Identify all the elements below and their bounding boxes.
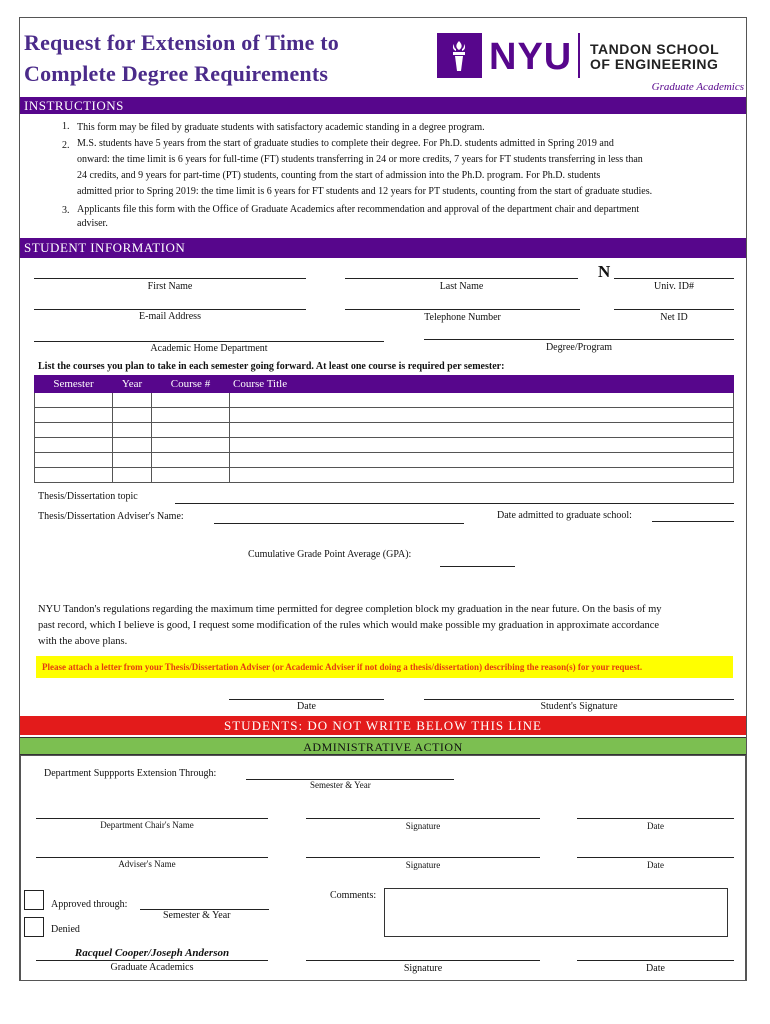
id-prefix-n: N	[598, 262, 611, 281]
table-row	[35, 423, 734, 438]
official-name: Racquel Cooper/Joseph Anderson	[74, 947, 230, 959]
student-signature-label: Student's Signature	[540, 701, 618, 712]
course-title-cell[interactable]	[230, 408, 734, 423]
torch-icon	[437, 33, 482, 78]
univ-id-label: Univ. ID#	[654, 281, 694, 292]
comments-field[interactable]	[384, 888, 728, 937]
table-row	[35, 393, 734, 408]
first-name-field[interactable]	[34, 278, 306, 279]
table-row	[35, 468, 734, 483]
administrative-action-heading: ADMINISTRATIVE ACTION	[20, 737, 746, 755]
final-date-field[interactable]	[577, 960, 734, 961]
course-number-cell[interactable]	[152, 408, 230, 423]
instruction-1-number: 1.	[62, 121, 70, 132]
denied-checkbox[interactable]	[24, 917, 44, 937]
form-title-line2: Complete Degree Requirements	[24, 61, 329, 86]
net-id-label: Net ID	[660, 312, 688, 323]
approved-through-label: Approved through:	[51, 899, 128, 910]
courses-table-header	[35, 376, 734, 393]
course-title-cell[interactable]	[230, 468, 734, 483]
degree-field[interactable]	[424, 339, 734, 340]
department-field[interactable]	[34, 341, 384, 342]
nyu-logo-text: NYU	[489, 36, 573, 78]
thesis-adviser-field[interactable]	[214, 523, 464, 524]
attach-letter-note: Please attach a letter from your Thesis/Dissertation Adviser (or Academic Adviser if not doing a thesis/dissertation) describing the reason(s) for your request.	[36, 656, 733, 678]
chair-date-label: Date	[647, 821, 664, 831]
univ-id-field[interactable]	[614, 278, 734, 279]
year-cell[interactable]	[113, 408, 152, 423]
thesis-topic-label: Thesis/Dissertation topic	[38, 491, 138, 502]
form-title-line1: Request for Extension of Time to	[24, 30, 340, 55]
instruction-2-line1: M.S. students have 5 years from the start of graduate studies to complete their degree. For Ph.D. students admitted in Spring 2019 and	[77, 138, 614, 149]
last-name-field[interactable]	[345, 278, 578, 279]
semester-cell[interactable]	[35, 468, 113, 483]
telephone-label: Telephone Number	[424, 312, 501, 323]
thesis-topic-field[interactable]	[175, 503, 734, 504]
course-number-cell[interactable]	[152, 393, 230, 408]
chair-signature-label: Signature	[405, 821, 441, 831]
last-name-label: Last Name	[439, 281, 484, 292]
course-title-cell[interactable]	[230, 423, 734, 438]
adviser-signature-label: Signature	[405, 860, 441, 870]
semester-cell[interactable]	[35, 453, 113, 468]
course-number-cell[interactable]	[152, 468, 230, 483]
student-info-heading: STUDENT INFORMATION	[20, 238, 746, 258]
column-course-title: Course Title	[230, 376, 734, 393]
final-date-label: Date	[646, 963, 665, 974]
courses-instruction: List the courses you plan to take in each semester going forward. At least one course is required per semester:	[38, 361, 505, 372]
school-name-line2: OF ENGINEERING	[590, 56, 719, 72]
instruction-2-line2: onward: the time limit is 6 years for full-time (FT) students transferring in 24 or more credits, 7 years for FT students transferring in less than	[77, 154, 643, 165]
final-signature-field[interactable]	[306, 960, 540, 961]
email-label: E-mail Address	[139, 311, 201, 322]
instruction-2-number: 2.	[62, 140, 70, 151]
instruction-1: This form may be filed by graduate students with satisfactory academic standing in a degree program.	[77, 122, 485, 133]
net-id-field[interactable]	[614, 309, 734, 310]
instruction-2-line4: admitted prior to Spring 2019: the time limit is 6 years for FT students and 12 years for PT students, counting from the start of graduate studies.	[77, 186, 653, 197]
statement-line1: NYU Tandon's regulations regarding the maximum time permitted for degree completion block my graduation in the near future. On the basis of my	[38, 604, 662, 615]
semester-cell[interactable]	[35, 408, 113, 423]
instruction-2-line3: 24 credits, and 9 years for part-time (PT) students, counting from the start of admission into the Ph.D. program. For Ph.D. students	[77, 170, 601, 181]
first-name-label: First Name	[147, 281, 193, 292]
course-title-cell[interactable]	[230, 438, 734, 453]
adviser-date-field[interactable]	[577, 857, 734, 858]
year-cell[interactable]	[113, 438, 152, 453]
chair-date-field[interactable]	[577, 818, 734, 819]
statement-date-label: Date	[297, 701, 316, 712]
adviser-name-label: Adviser's Name	[118, 859, 176, 869]
official-name-line	[36, 960, 268, 961]
table-row	[35, 438, 734, 453]
department-label: Academic Home Department	[150, 343, 268, 354]
degree-label: Degree/Program	[545, 342, 613, 353]
year-cell[interactable]	[113, 453, 152, 468]
instructions-heading: INSTRUCTIONS	[20, 97, 746, 114]
comments-label: Comments:	[330, 890, 377, 901]
adviser-name-field[interactable]	[36, 857, 268, 858]
student-signature-field[interactable]	[424, 699, 734, 700]
gpa-label: Cumulative Grade Point Average (GPA):	[248, 549, 412, 560]
thesis-adviser-label: Thesis/Dissertation Adviser's Name:	[38, 511, 184, 522]
statement-line2: past record, which I believe is good, I request some modification of the rules which would make possible my graduation in approximate accordance	[38, 620, 660, 631]
column-year: Year	[113, 376, 152, 393]
column-semester: Semester	[35, 376, 113, 393]
year-cell[interactable]	[113, 423, 152, 438]
table-row	[35, 408, 734, 423]
year-cell[interactable]	[113, 393, 152, 408]
gpa-field[interactable]	[440, 566, 515, 567]
instruction-3-number: 3.	[62, 205, 70, 216]
date-admitted-field[interactable]	[652, 521, 734, 522]
column-course-number: Course #	[152, 376, 230, 393]
chair-name-label: Department Chair's Name	[100, 820, 194, 830]
adviser-date-label: Date	[647, 860, 664, 870]
year-cell[interactable]	[113, 468, 152, 483]
date-admitted-label: Date admitted to graduate school:	[497, 510, 632, 521]
adviser-signature-field[interactable]	[306, 857, 540, 858]
do-not-write-banner: STUDENTS: DO NOT WRITE BELOW THIS LINE	[20, 716, 746, 735]
school-name-line1: TANDON SCHOOL	[590, 41, 720, 57]
final-signature-label: Signature	[403, 963, 443, 974]
dept-supports-label: Department Suppports Extension Through:	[44, 768, 217, 779]
approved-checkbox[interactable]	[24, 890, 44, 910]
statement-date-field[interactable]	[229, 699, 384, 700]
course-number-cell[interactable]	[152, 453, 230, 468]
course-number-cell[interactable]	[152, 423, 230, 438]
chair-name-field[interactable]	[36, 818, 268, 819]
semester-cell[interactable]	[35, 423, 113, 438]
table-row	[35, 453, 734, 468]
instruction-3-line2: adviser.	[77, 218, 108, 229]
courses-table	[34, 375, 734, 483]
statement-line3: with the above plans.	[38, 636, 128, 647]
chair-signature-field[interactable]	[306, 818, 540, 819]
course-title-cell[interactable]	[230, 453, 734, 468]
email-field[interactable]	[34, 309, 306, 310]
department-name: Graduate Academics	[651, 81, 744, 93]
course-title-cell[interactable]	[230, 393, 734, 408]
official-title: Graduate Academics	[110, 962, 194, 973]
instruction-3-line1: Applicants file this form with the Office of Graduate Academics after recommendation and approval of the department chair and department	[77, 204, 640, 215]
semester-cell[interactable]	[35, 393, 113, 408]
approved-semester-year: Semester & Year	[163, 910, 231, 921]
nyu-torch-logo	[437, 33, 482, 78]
telephone-field[interactable]	[345, 309, 580, 310]
semester-cell[interactable]	[35, 438, 113, 453]
denied-label: Denied	[51, 924, 80, 935]
dept-supports-semester-year: Semester & Year	[310, 780, 371, 790]
course-number-cell[interactable]	[152, 438, 230, 453]
logo-divider	[578, 33, 580, 78]
